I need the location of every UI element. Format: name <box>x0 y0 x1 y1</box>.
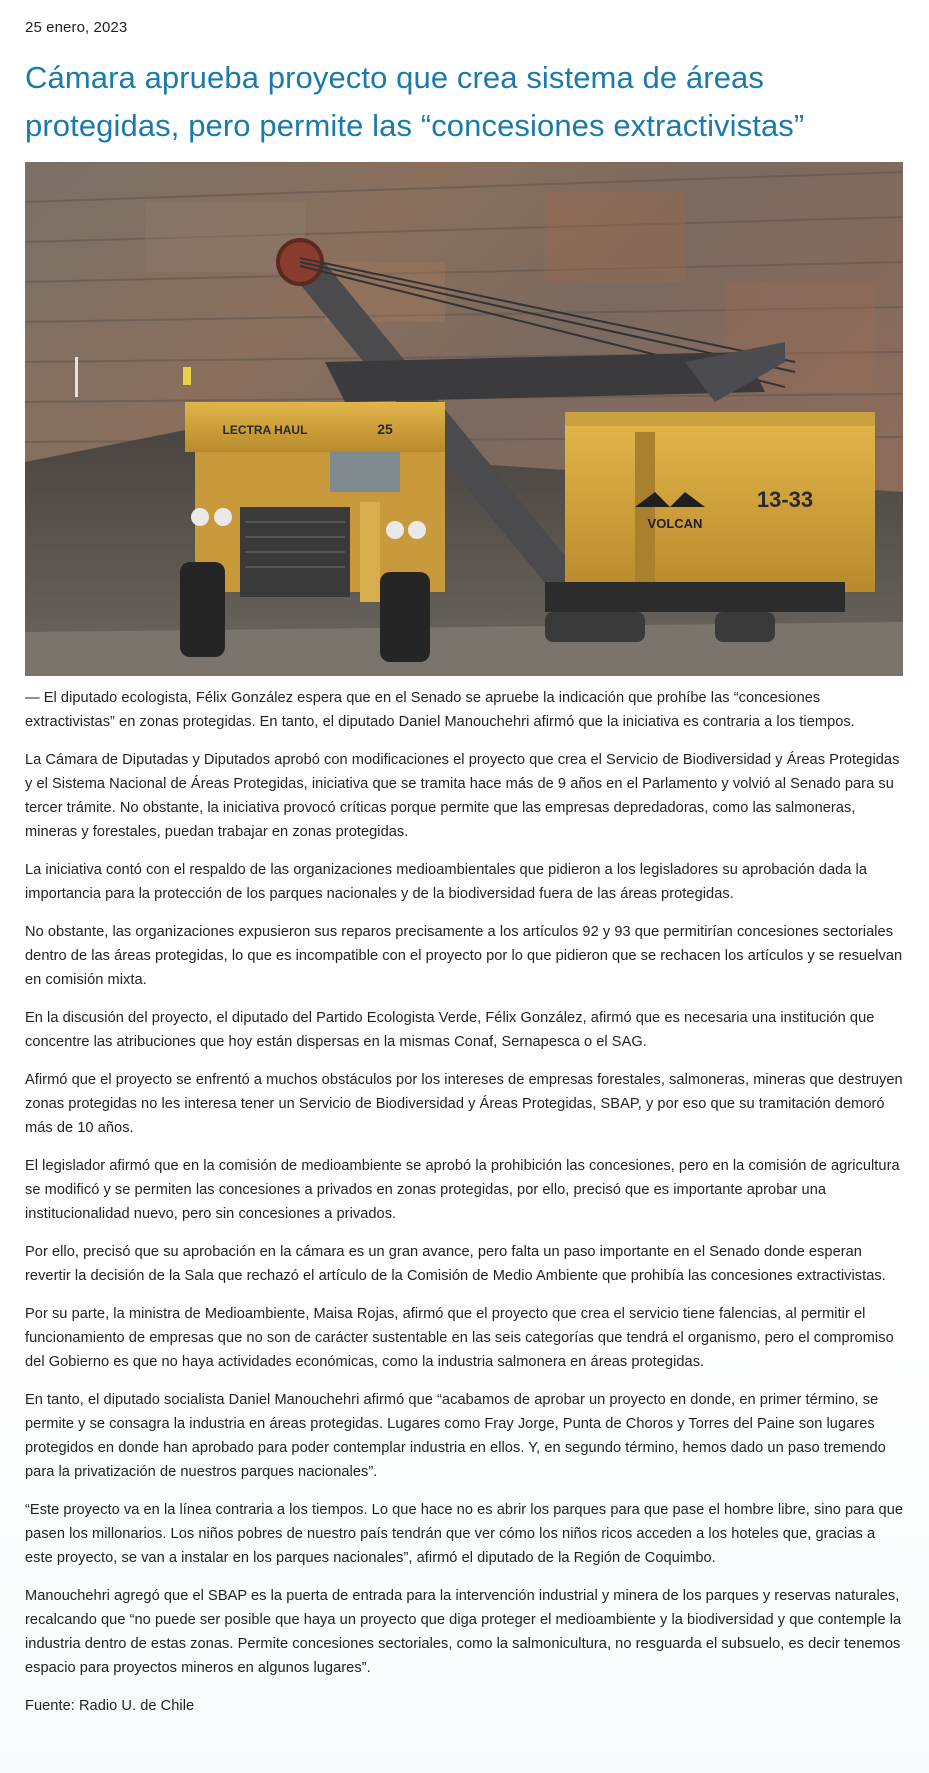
article-source: Fuente: Radio U. de Chile <box>25 1698 195 1714</box>
article-paragraph: Manouchehri agregó que el SBAP es la puerta de entrada para la intervención industrial y minera de los parques y reservas naturales, recalcando que “no puede ser posible que haya un proyecto que diga proteger el medioambiente y la biodiversidad y que contemple la industria dentro de estas zonas. Permite concesiones sectoriales, como la salmonicultura, no resguarda el subsuelo, es decir tenemos espacio para proyectos mineros en algunos lugares”. <box>25 1588 902 1676</box>
article-paragraph: “Este proyecto va en la línea contraria a los tiempos. Lo que hace no es abrir los parques para que pase el hombre libre, sino para que pasen los millonarios. Los niños pobres de nuestro país tendrán que ver cómo los niños ricos acceden a los hoteles que, gracias a este proyecto, se van a instalar en los parques nacionales”, afirmó el diputado de la Región de Coquimbo. <box>25 1502 904 1566</box>
article-paragraph: No obstante, las organizaciones expusieron sus reparos precisamente a los artículos 92 y 93 que permitirían concesiones sectoriales dentro de las áreas protegidas, lo que es incompatible con el proyecto por lo que pidieron que se rechacen los artículos y se resuelvan en comisión mixta. <box>25 924 903 988</box>
article-paragraph: La Cámara de Diputadas y Diputados aprobó con modificaciones el proyecto que crea el Servicio de Biodiversidad y Áreas Protegidas y el Sistema Nacional de Áreas Protegidas, iniciativa que se tramita hace más de 9 años en el Parlamento y volvió al Senado para su tercer trámite. No obstante, la iniciativa provocó críticas porque permite que las empresas depredadoras, como las salmoneras, mineras y forestales, puedan trabajar en zonas protegidas. <box>25 752 900 840</box>
article-paragraph-lead: — El diputado ecologista, Félix González espera que en el Senado se apruebe la indicación que prohíbe las “concesiones extractivistas” en zonas protegidas. En tanto, el diputado Daniel Manouchehri afirmó que la iniciativa es contraria a los tiempos. <box>25 690 855 730</box>
article-date: 25 enero, 2023 <box>25 19 128 36</box>
article-title: Cámara aprueba proyecto que crea sistema de áreas protegidas, pero permite las “concesiones extractivistas” <box>25 60 805 143</box>
article-hero-image <box>25 162 903 676</box>
mining-photo <box>25 162 903 676</box>
article-paragraph: En tanto, el diputado socialista Daniel Manouchehri afirmó que “acabamos de aprobar un proyecto en donde, en primer término, se permite y se consagra la industria en áreas protegidas. Lugares como Fray Jorge, Punta de Choros y Torres del Paine son lugares protegidos en donde han aprobado para poder contemplar industria en ellos. Y, en segundo término, hemos dado un paso tremendo para la privatización de nuestros parques nacionales”. <box>25 1392 886 1480</box>
article-paragraph: La iniciativa contó con el respaldo de las organizaciones medioambientales que pidieron a los legisladores su aprobación dada la importancia para la protección de los parques nacionales y de la biodiversidad fuera de las áreas protegidas. <box>25 862 868 902</box>
shovel-brand: VOLCAN <box>647 516 703 531</box>
article-paragraph: Afirmó que el proyecto se enfrentó a muchos obstáculos por los intereses de empresas forestales, salmoneras, mineras que destruyen zonas protegidas no les interesa tener un Servicio de Biodiversidad y Áreas Protegidas, SBAP, y por eso que su tramitación demoró más de 10 años. <box>25 1072 903 1136</box>
shovel-number: 13-33 <box>756 487 814 512</box>
article-paragraph: Por ello, precisó que su aprobación en la cámara es un gran avance, pero falta un paso importante en el Senado donde esperan revertir la decisión de la Sala que rechazó el artículo de la Comisión de Medio Ambiente que prohibía las concesiones extractivistas. <box>25 1244 886 1284</box>
article-paragraph: El legislador afirmó que en la comisión de medioambiente se aprobó la prohibición las concesiones, pero en la comisión de agricultura se modificó y se permiten las concesiones a privados en zonas protegidas, por ello, precisó que es importante aprobar una institucionalidad nuevo, pero sin concesiones a privados. <box>25 1158 900 1222</box>
truck-label: LECTRA HAUL <box>222 423 308 437</box>
article-body <box>25 686 905 1732</box>
article-paragraph: En la discusión del proyecto, el diputado del Partido Ecologista Verde, Félix González, afirmó que es necesaria una institución que concentre las atribuciones que hoy están dispersas en la mismas Conaf, Sernapesca o el SAG. <box>25 1010 875 1050</box>
truck-number: 25 <box>377 421 393 437</box>
article-paragraph: Por su parte, la ministra de Medioambiente, Maisa Rojas, afirmó que el proyecto que crea el servicio tiene falencias, al permitir el funcionamiento de empresas que no son de carácter sustentable en las seis categorías que tendrá el organismo, pero el compromiso del Gobierno es que no haya actividades económicas, como la industria salmonera en áreas protegidas. <box>25 1306 894 1370</box>
